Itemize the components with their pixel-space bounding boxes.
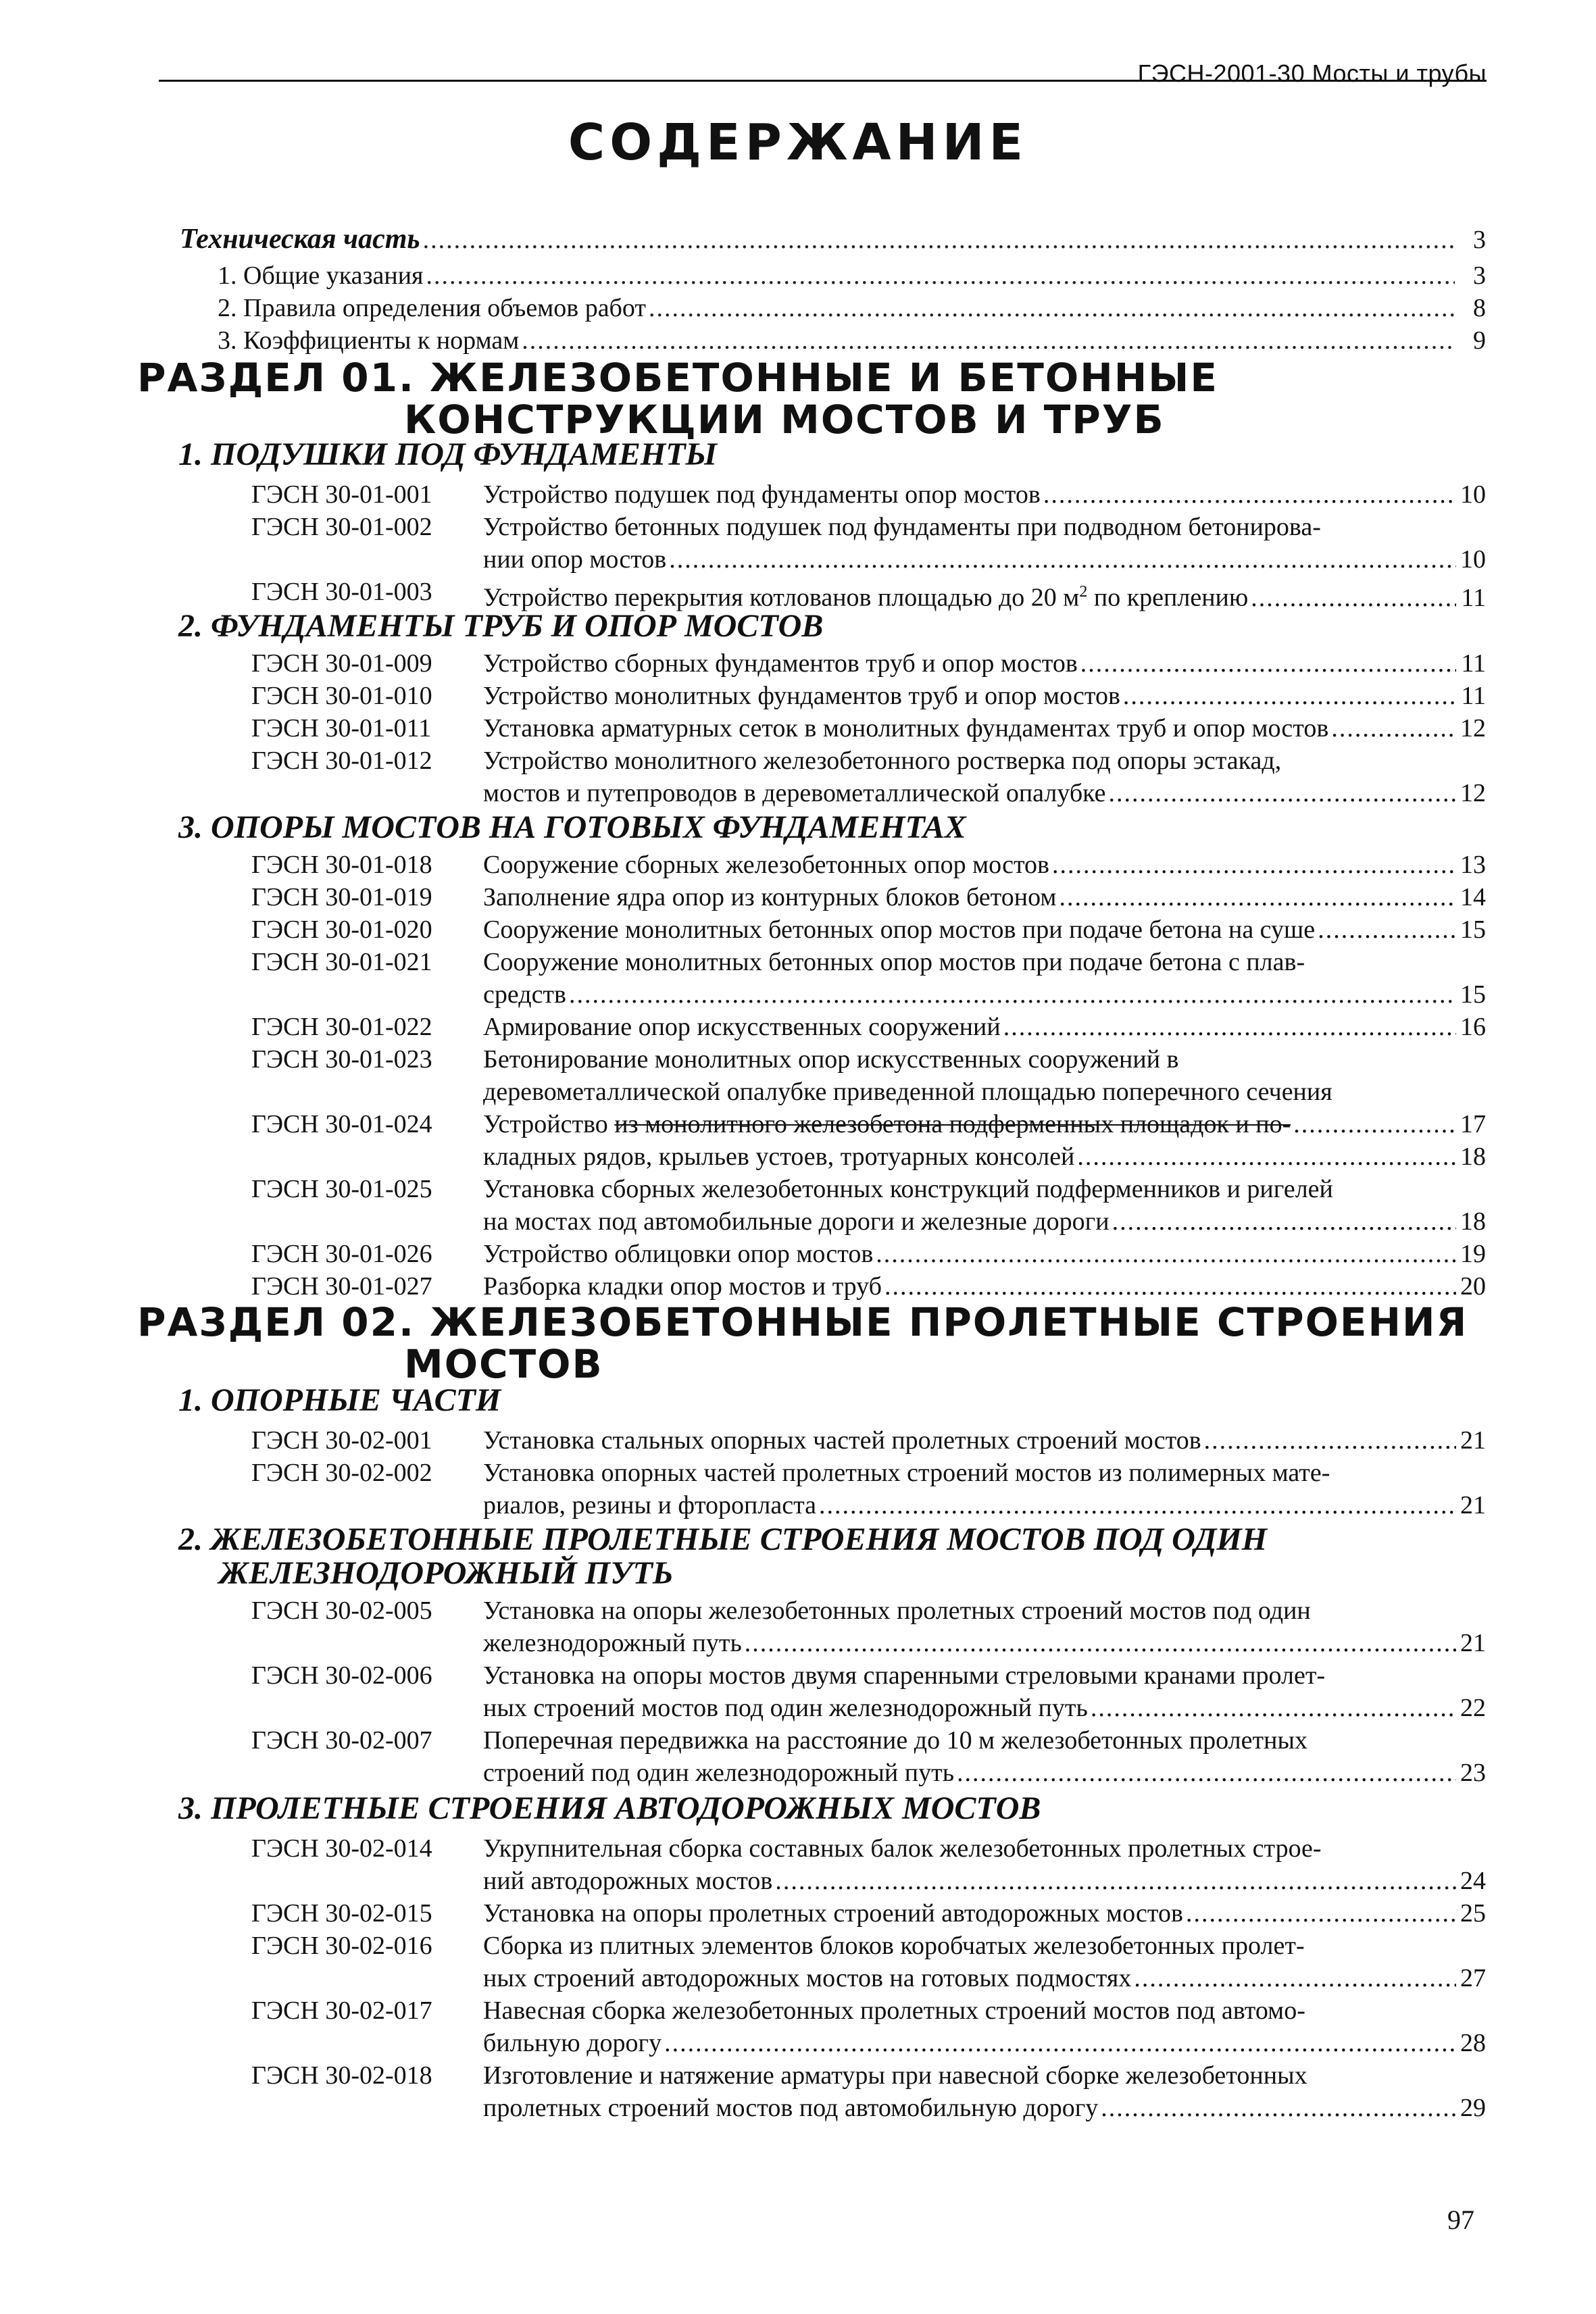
toc-entry[interactable]	[251, 913, 1486, 946]
norm-code: ГЭСН 30-02-016	[251, 1932, 432, 1960]
leader-dots	[426, 261, 1455, 291]
toc-page: 16	[1460, 1013, 1486, 1041]
entry-title: Устройство подушек под фундаменты опор мостов	[483, 480, 1041, 509]
toc-entry[interactable]	[251, 1043, 1486, 1108]
toc-entry[interactable]	[251, 1832, 1486, 1897]
leader-dots	[745, 1627, 1456, 1659]
norm-code: ГЭСН 30-01-024	[251, 1110, 432, 1138]
entry-title: Сооружение монолитных бетонных опор мостов при подаче бетона на суше	[483, 915, 1316, 944]
toc-page: 10	[1460, 545, 1486, 574]
entry-title: Устройство бетонных подушек под фундаменты при подводном бетонирова-	[483, 513, 1321, 541]
leader-dots	[1091, 1692, 1456, 1724]
leader-dots	[1059, 881, 1456, 913]
entry-title: Устройство из монолитного железобетона подферменных площадок и по-	[483, 1110, 1291, 1138]
entry-title: Бетонирование монолитных опор искусственных сооружений в	[483, 1045, 1179, 1074]
entry-title-cont: ний автодорожных мостов	[483, 1867, 773, 1895]
toc-page: 14	[1460, 883, 1486, 911]
toc-technical-part-label: Техническая часть	[180, 224, 420, 255]
toc-page: 20	[1460, 1272, 1486, 1301]
toc-page: 8	[1473, 294, 1486, 322]
toc-page: 21	[1460, 1491, 1486, 1519]
running-header: ГЭСН-2001-30 Мосты и трубы	[1137, 59, 1487, 87]
entry-title: Сборка из плитных элементов блоков коробчатых железобетонных пролет-	[483, 1932, 1305, 1960]
entry-title: Армирование опор искусственных сооружений	[483, 1013, 1001, 1041]
toc-page: 9	[1473, 326, 1486, 355]
section-heading-line: РАЗДЕЛ 02. ЖЕЛЕЗОБЕТОННЫЕ ПРОЛЕТНЫЕ СТРОЕНИЯ	[137, 1299, 1468, 1345]
leader-dots	[1080, 647, 1456, 680]
toc-item-label: 2. Правила определения объемов работ	[218, 294, 646, 322]
toc-page: 28	[1460, 2029, 1486, 2057]
norm-code: ГЭСН 30-02-014	[251, 1834, 432, 1863]
struck-text: из монолитного железобетона подферменных площадок и по-	[614, 1110, 1291, 1138]
entry-title-cont: средств	[483, 980, 566, 1009]
toc-page: 3	[1473, 261, 1486, 290]
toc-page: 19	[1460, 1240, 1486, 1268]
norm-code: ГЭСН 30-01-023	[251, 1045, 432, 1074]
norm-code: ГЭСН 30-01-019	[251, 883, 432, 911]
leader-dots	[1134, 1962, 1456, 1994]
toc-entry[interactable]	[251, 1930, 1486, 1994]
entry-title: Устройство монолитного железобетонного ростверка под опоры эстакад,	[483, 747, 1282, 775]
entry-title-cont: риалов, резины и фторопласта	[483, 1491, 817, 1519]
entry-title: Устройство перекрытия котлованов площадью до 20 $м^2$ по креплению	[483, 583, 1249, 612]
section-heading-line: МОСТОВ	[404, 1341, 603, 1387]
toc-entry[interactable]	[251, 1238, 1486, 1270]
toc-entry[interactable]	[251, 1173, 1486, 1238]
leader-dots	[1251, 582, 1456, 614]
entry-title-cont: нии опор мостов	[483, 545, 667, 574]
toc-page: 18	[1460, 1142, 1486, 1171]
norm-code: ГЭСН 30-02-001	[251, 1426, 432, 1455]
toc-page: 22	[1460, 1694, 1486, 1722]
entry-title: Сооружение монолитных бетонных опор мостов при подаче бетона с плав-	[483, 948, 1305, 976]
subsection-heading: 1. ПОДУШКИ ПОД ФУНДАМЕНТЫ	[178, 436, 718, 472]
toc-entry[interactable]	[251, 712, 1486, 745]
norm-code: ГЭСН 30-01-002	[251, 513, 432, 541]
leader-dots	[649, 293, 1455, 323]
leader-dots	[423, 225, 1455, 255]
toc-entry[interactable]	[251, 1270, 1486, 1303]
toc-item-label: 3. Коэффициенты к нормам	[218, 326, 520, 355]
section-02-heading	[137, 1301, 1468, 1385]
entry-title: Навесная сборка железобетонных пролетных строений мостов под автомо-	[483, 1996, 1305, 2025]
leader-dots	[569, 978, 1456, 1011]
toc-page: 27	[1460, 1964, 1486, 1992]
norm-code: ГЭСН 30-02-005	[251, 1596, 432, 1625]
toc-entry[interactable]	[251, 1994, 1486, 2059]
toc-page: 25	[1460, 1899, 1486, 1928]
toc-page: 12	[1460, 714, 1486, 743]
leader-dots	[1186, 1897, 1456, 1930]
norm-code: ГЭСН 30-01-020	[251, 915, 432, 944]
leader-dots	[669, 543, 1456, 576]
toc-technical-item[interactable]	[218, 261, 1486, 291]
leader-dots	[884, 1270, 1456, 1303]
entry-title: Устройство монолитных фундаментов труб и опор мостов	[483, 682, 1120, 710]
page-number: 97	[1447, 2205, 1474, 2235]
toc-page: 15	[1460, 915, 1486, 944]
entry-title-cont: на мостах под автомобильные дороги и железные дороги	[483, 1207, 1109, 1236]
toc-entry[interactable]	[251, 745, 1486, 809]
leader-dots	[522, 326, 1455, 355]
leader-dots	[1052, 849, 1456, 881]
subsection-heading-line: ЖЕЛЕЗНОДОРОЖНЫЙ ПУТЬ	[219, 1555, 674, 1591]
leader-dots	[1003, 1011, 1456, 1043]
toc-page: 13	[1460, 851, 1486, 879]
section-heading-line: РАЗДЕЛ 01. ЖЕЛЕЗОБЕТОННЫЕ И БЕТОННЫЕ	[137, 355, 1219, 401]
toc-entry[interactable]	[251, 2059, 1486, 2124]
norm-code: ГЭСН 30-01-025	[251, 1175, 432, 1203]
toc-entry[interactable]	[251, 1108, 1486, 1173]
toc-page: 15	[1460, 980, 1486, 1009]
toc-page: 11	[1461, 682, 1486, 710]
toc-entry[interactable]	[251, 1659, 1486, 1724]
norm-code: ГЭСН 30-01-027	[251, 1272, 432, 1301]
entry-title: Устройство сборных фундаментов труб и опор мостов	[483, 649, 1078, 678]
subsection-heading-line: 2. ЖЕЛЕЗОБЕТОННЫЕ ПРОЛЕТНЫЕ СТРОЕНИЯ МОСТОВ ПОД ОДИН	[178, 1521, 1268, 1557]
norm-code: ГЭСН 30-01-010	[251, 682, 432, 710]
toc-entry[interactable]	[251, 1424, 1486, 1457]
entry-title-cont: пролетных строений мостов под автомобильную дорогу	[483, 2094, 1099, 2122]
toc-entry[interactable]	[251, 680, 1486, 712]
entry-title: Устройство облицовки опор мостов	[483, 1240, 874, 1268]
toc-item-label: 1. Общие указания	[218, 261, 424, 290]
toc-page: 24	[1460, 1867, 1486, 1895]
norm-code: ГЭСН 30-02-018	[251, 2061, 432, 2090]
leader-dots	[957, 1757, 1456, 1789]
norm-code: ГЭСН 30-01-009	[251, 649, 432, 678]
entry-title-cont: железнодорожный путь	[483, 1629, 742, 1657]
toc-technical-part[interactable]	[180, 223, 1486, 255]
subsection-heading: 2. ФУНДАМЕНТЫ ТРУБ И ОПОР МОСТОВ	[178, 608, 824, 644]
toc-page: 11	[1461, 649, 1486, 678]
section-heading-line: КОНСТРУКЦИИ МОСТОВ И ТРУБ	[404, 397, 1165, 443]
toc-page: 18	[1460, 1207, 1486, 1236]
toc-entry[interactable]	[251, 946, 1486, 1011]
leader-dots	[1204, 1424, 1456, 1457]
norm-code: ГЭСН 30-02-002	[251, 1459, 432, 1487]
entry-title: Разборка кладки опор мостов и труб	[483, 1272, 882, 1301]
leader-dots	[1043, 478, 1456, 511]
norm-code: ГЭСН 30-01-012	[251, 747, 432, 775]
norm-code: ГЭСН 30-01-001	[251, 480, 432, 509]
toc-page: 10	[1460, 480, 1486, 509]
entry-title-cont: бильную дорогу	[483, 2029, 662, 2057]
entry-title: Сооружение сборных железобетонных опор мостов	[483, 851, 1049, 879]
entry-title: Изготовление и натяжение арматуры при навесной сборке железобетонных	[483, 2061, 1307, 2090]
subsection-heading: 1. ОПОРНЫЕ ЧАСТИ	[178, 1382, 501, 1418]
toc-technical-item[interactable]	[218, 293, 1486, 323]
entry-title: Установка арматурных сеток в монолитных фундаментах труб и опор мостов	[483, 714, 1329, 743]
entry-title-cont: кладных рядов, крыльев устоев, тротуарных консолей	[483, 1142, 1075, 1171]
leader-dots	[1077, 1140, 1456, 1173]
entry-title-cont: строений под один железнодорожный путь	[483, 1759, 955, 1787]
toc-entry[interactable]	[251, 1594, 1486, 1659]
subsection-heading: 3. ОПОРЫ МОСТОВ НА ГОТОВЫХ ФУНДАМЕНТАХ	[178, 809, 966, 845]
norm-code: ГЭСН 30-01-003	[251, 578, 432, 606]
leader-dots	[1112, 1205, 1456, 1238]
entry-title: Укрупнительная сборка составных балок железобетонных пролетных строе-	[483, 1834, 1322, 1863]
entry-title: Установка сборных железобетонных конструкций подферменников и ригелей	[483, 1175, 1333, 1203]
leader-dots	[876, 1238, 1456, 1270]
norm-code: ГЭСН 30-02-015	[251, 1899, 432, 1928]
toc-page: 17	[1460, 1110, 1486, 1138]
entry-title: Установка опорных частей пролетных строений мостов из полимерных мате-	[483, 1459, 1330, 1487]
leader-dots	[1123, 680, 1456, 712]
norm-code: ГЭСН 30-02-007	[251, 1726, 432, 1755]
toc-entry[interactable]	[251, 849, 1486, 881]
leader-dots	[775, 1865, 1456, 1897]
leader-dots	[1331, 712, 1456, 745]
entry-title-cont: деревометаллической опалубке приведенной площадью поперечного сечения	[483, 1078, 1332, 1106]
entry-title: Установка стальных опорных частей пролетных строений мостов	[483, 1426, 1201, 1455]
toc-page: 21	[1460, 1426, 1486, 1455]
toc-entry[interactable]	[251, 647, 1486, 680]
leader-dots	[819, 1489, 1456, 1521]
norm-code: ГЭСН 30-01-011	[251, 714, 432, 743]
entry-title-cont: ных строений автодорожных мостов на готовых подмостях	[483, 1964, 1132, 1992]
page-title: СОДЕРЖАНИЕ	[568, 114, 1028, 172]
leader-dots	[1101, 2092, 1456, 2124]
toc-entry[interactable]	[251, 478, 1486, 511]
leader-dots	[664, 2027, 1456, 2059]
toc-entry[interactable]	[251, 576, 1486, 612]
toc-page: 23	[1460, 1759, 1486, 1787]
entry-title-cont: мостов и путепроводов в деревометаллической опалубке	[483, 779, 1106, 807]
toc-page: 12	[1460, 779, 1486, 807]
subsection-heading	[178, 1523, 1267, 1590]
entry-title: Установка на опоры мостов двумя спаренными стреловыми кранами пролет-	[483, 1661, 1326, 1690]
toc-entry[interactable]	[251, 511, 1486, 576]
leader-dots	[1318, 913, 1456, 946]
subsection-heading: 3. ПРОЛЕТНЫЕ СТРОЕНИЯ АВТОДОРОЖНЫХ МОСТОВ	[178, 1790, 1041, 1826]
entry-title: Установка на опоры железобетонных пролетных строений мостов под один	[483, 1596, 1311, 1625]
toc-entry[interactable]	[251, 1897, 1486, 1930]
toc-page: 21	[1460, 1629, 1486, 1657]
entry-title: Установка на опоры пролетных строений автодорожных мостов	[483, 1899, 1183, 1928]
norm-code: ГЭСН 30-01-022	[251, 1013, 432, 1041]
leader-dots	[1293, 1108, 1456, 1140]
norm-code: ГЭСН 30-01-026	[251, 1240, 432, 1268]
toc-entry[interactable]	[251, 1724, 1486, 1789]
toc-page: 11	[1461, 583, 1486, 612]
section-01-heading	[137, 357, 1218, 441]
norm-code: ГЭСН 30-01-021	[251, 948, 432, 976]
norm-code: ГЭСН 30-02-006	[251, 1661, 432, 1690]
toc-page: 29	[1460, 2094, 1486, 2122]
norm-code: ГЭСН 30-02-017	[251, 1996, 432, 2025]
entry-title: Поперечная передвижка на расстояние до 10 м железобетонных пролетных	[483, 1726, 1307, 1755]
leader-dots	[1109, 777, 1456, 809]
toc-technical-item[interactable]	[218, 326, 1486, 355]
toc-entry[interactable]	[251, 1011, 1486, 1043]
toc-page: 3	[1473, 226, 1486, 254]
entry-title-cont: ных строений мостов под один железнодорожный путь	[483, 1694, 1088, 1722]
toc-entry[interactable]	[251, 1457, 1486, 1521]
norm-code: ГЭСН 30-01-018	[251, 851, 432, 879]
toc-entry[interactable]	[251, 881, 1486, 913]
entry-title: Заполнение ядра опор из контурных блоков бетоном	[483, 883, 1057, 911]
